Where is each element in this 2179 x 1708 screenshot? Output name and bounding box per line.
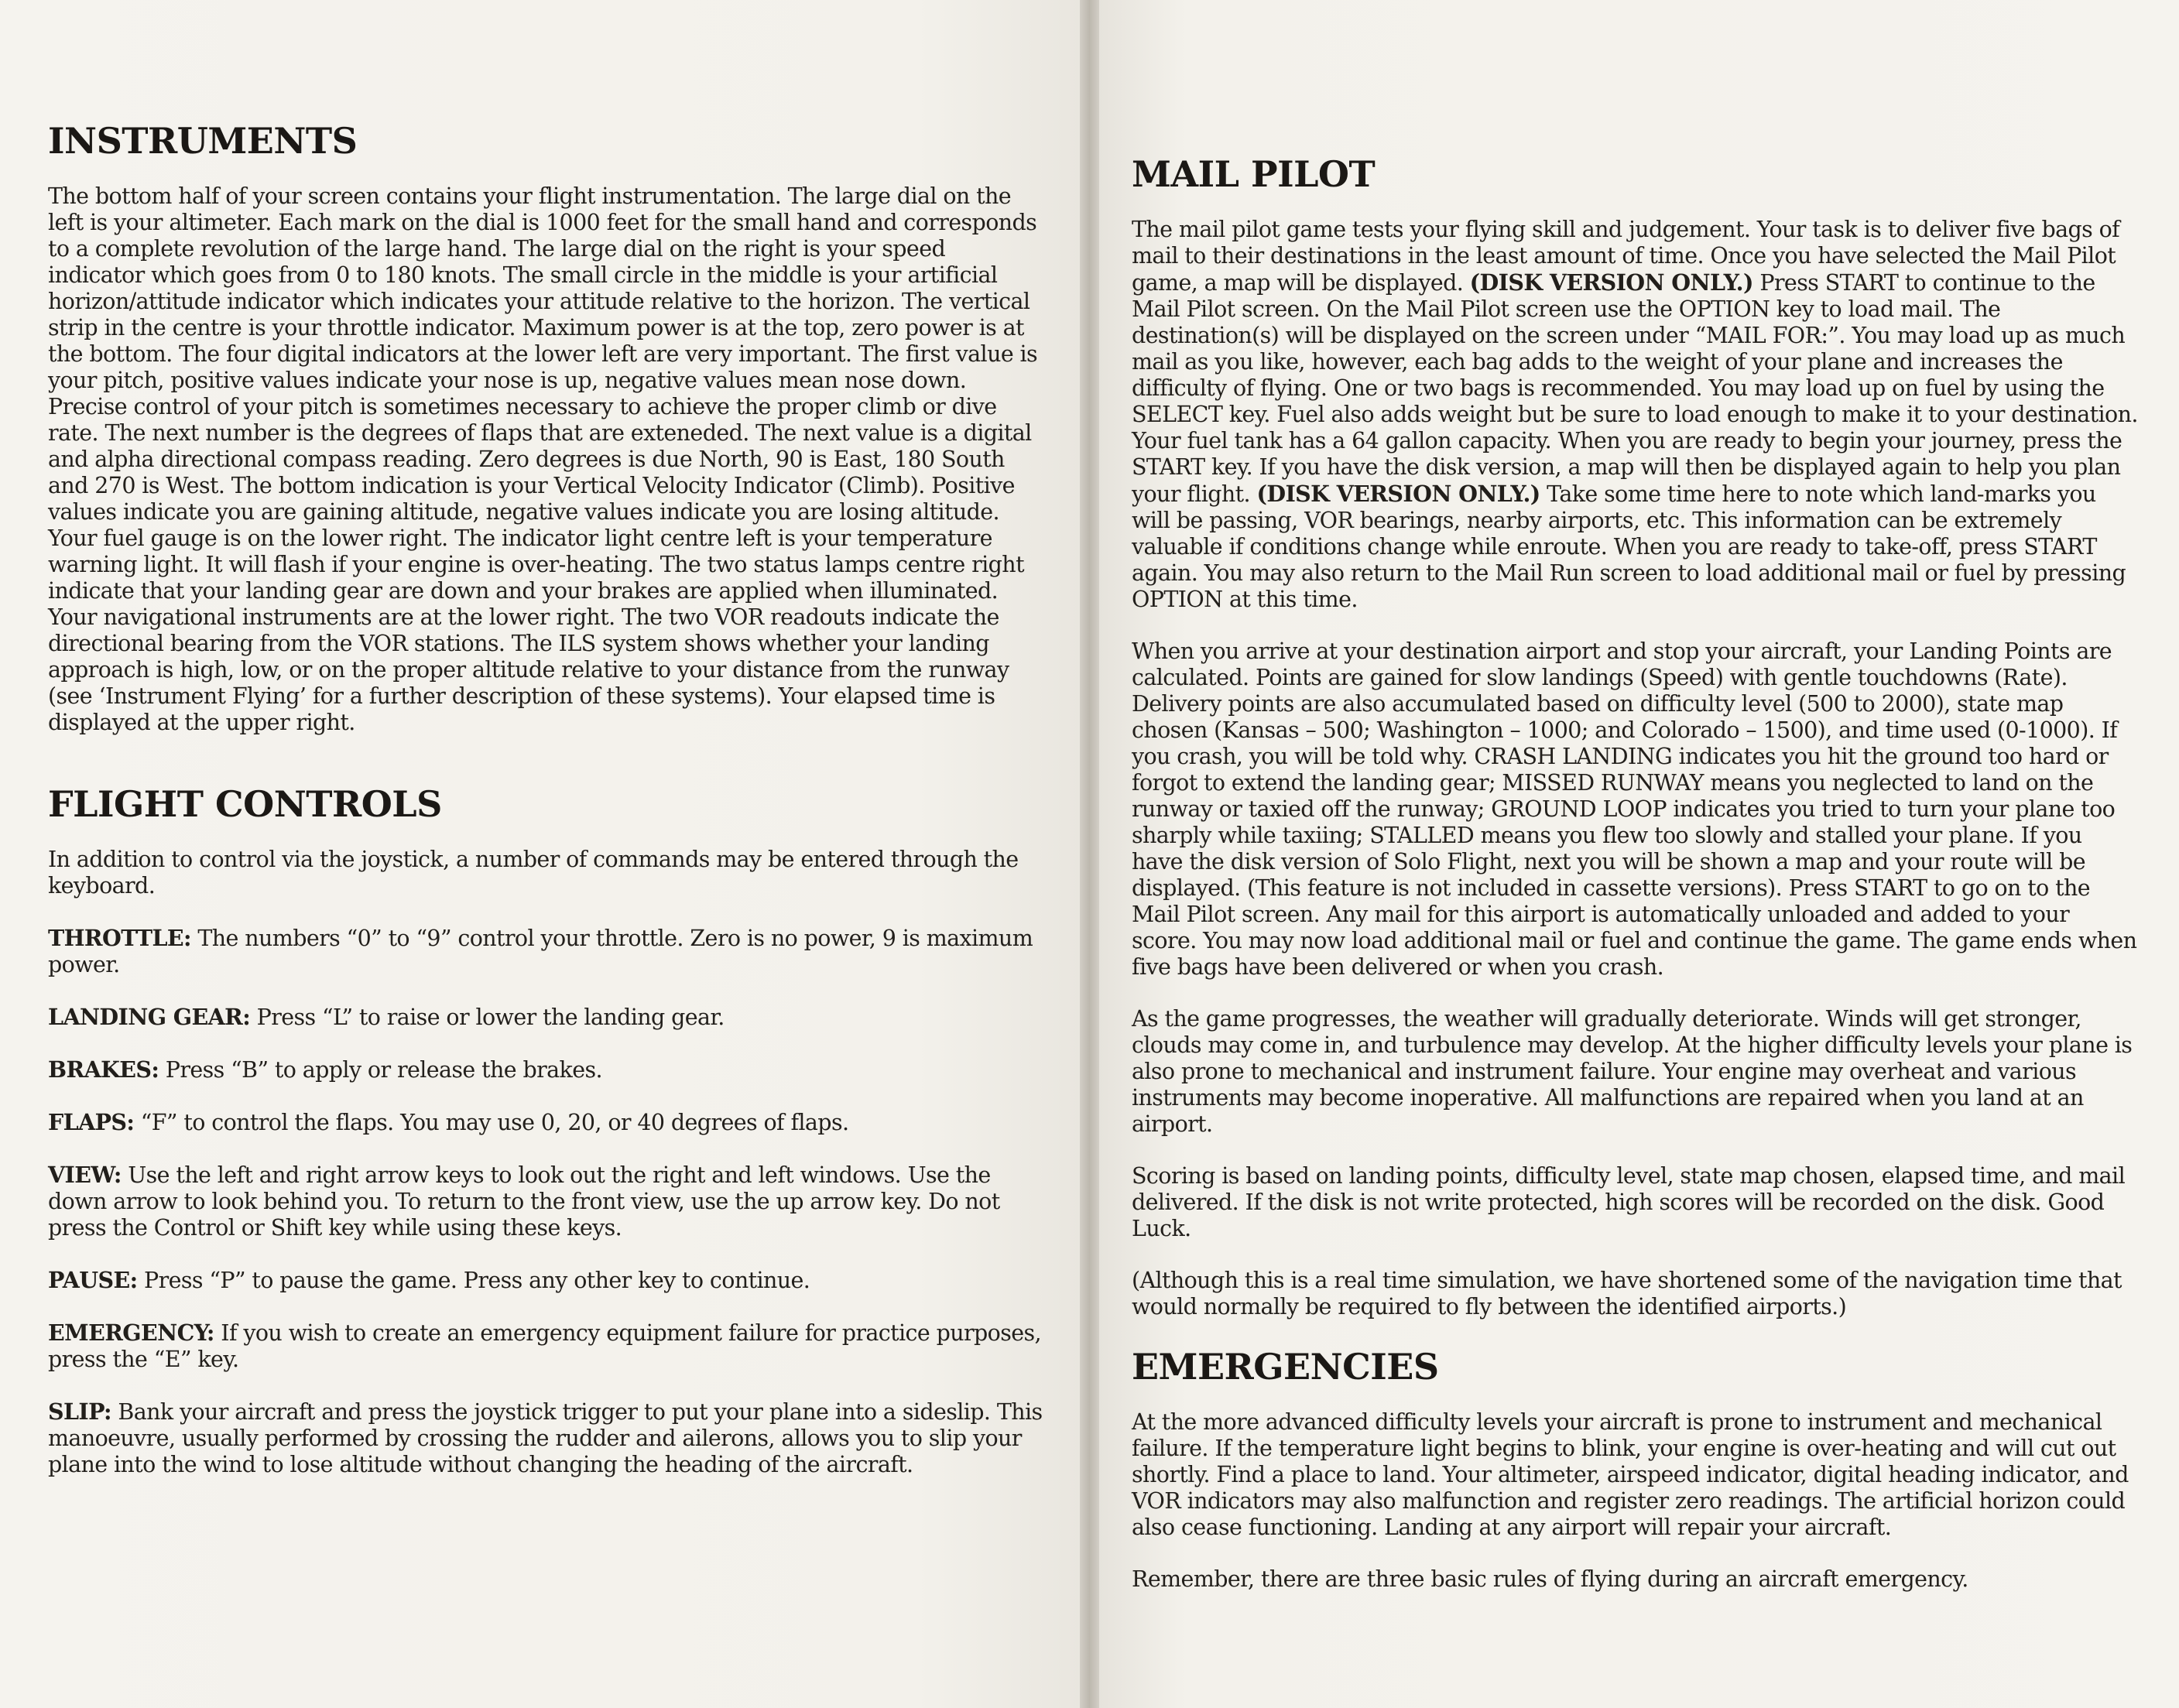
emergencies-paragraph-2: Remember, there are three basic rules of flying during an aircraft emergency. <box>1132 1566 1968 1592</box>
left-column <box>48 120 1047 1504</box>
mail-pilot-paragraph-4: Scoring is based on landing points, difficulty level, state map chosen, elapsed time, and mail delivered. If the disk is not write protected, high scores will be recorded on the disk. Good Luck. <box>1132 1163 2126 1241</box>
mail-pilot-paragraph-1 <box>1132 217 2138 613</box>
control-term: FLAPS: <box>48 1109 135 1135</box>
control-text: “F” to control the flaps. You may use 0, 20, or 40 degrees of flaps. <box>134 1110 849 1135</box>
instruments-section <box>48 120 1047 736</box>
text-run: Take some time here to note which land-marks you will be passing, VOR bearings, nearby airports, etc. This information can be extremely valuable if conditions change while enroute. When you are ready to take-off, press START again. You may also return to the Mail Run screen to load additional mail or fuel by pressing OPTION at this time. <box>1132 481 2126 612</box>
emergencies-heading: EMERGENCIES <box>1132 1346 1439 1388</box>
mail-pilot-heading: MAIL PILOT <box>1132 153 1376 195</box>
control-term: EMERGENCY: <box>48 1320 214 1346</box>
mail-pilot-paragraph-5: (Although this is a real time simulation, we have shortened some of the navigation time that would normally be required to fly between the identified airports.) <box>1132 1268 2122 1320</box>
control-flaps <box>48 1109 1047 1136</box>
control-text: If you wish to create an emergency equipment failure for practice purposes, press the “E” key. <box>48 1320 1041 1372</box>
mail-pilot-paragraph-2: When you arrive at your destination airport and stop your aircraft, your Landing Points are calculated. Points are gained for slow landings (Speed) with gentle touchdowns (Rate). Delivery points are also accumulated based on difficulty level (500 to 2000), state map chosen (Kansas – 500; Washington – 1000; and Colorado – 1500), and time used (0-1000). If you crash, you will be told why. CRASH LANDING indicates you hit the ground too hard or forgot to extend the landing gear; MISSED RUNWAY means you neglected to land on the runway or taxied off the runway; GROUND LOOP indicates you tried to turn your plane too sharply while taxiing; STALLED means you flew too slowly and stalled your plane. If you have the disk version of Solo Flight, next you will be shown a map and your route will be displayed. (This feature is not included in cassette versions). Press START to go on to the Mail Pilot screen. Any mail for this airport is automatically unloaded and added to your score. You may now load additional mail or fuel and continue the game. The game ends when five bags have been delivered or when you crash. <box>1132 638 2137 980</box>
control-text: Press “L” to raise or lower the landing gear. <box>250 1005 725 1030</box>
control-emergency <box>48 1320 1047 1373</box>
mail-pilot-paragraph-3: As the game progresses, the weather will gradually deteriorate. Winds will get stronger, clouds may come in, and turbulence may develop. At the higher difficulty levels your plane is also prone to mechanical and instrument failure. Your engine may overheat and various instruments may become inoperative. All malfunctions are repaired when you land at an airport. <box>1132 1006 2133 1137</box>
control-slip <box>48 1398 1047 1478</box>
control-brakes <box>48 1056 1047 1083</box>
text-run: Press START to continue to the Mail Pilot screen. On the Mail Pilot screen use the OPTION key to load mail. The destination(s) will be displayed on the screen under “MAIL FOR:”. You may load up as much mail as you like, however, each bag adds to the weight of your plane and increases the difficulty of flying. One or two bags is recommended. You may load up on fuel by using the SELECT key. Fuel also adds weight but be sure to load enough to make it to your destination. Your fuel tank has a 64 gallon capacity. When you are ready to begin your journey, press the START key. If you have the disk version, a map will then be displayed again to help you plan your flight. <box>1132 270 2138 507</box>
right-column <box>1132 153 2138 1618</box>
control-text: Bank your aircraft and press the joystick trigger to put your plane into a sideslip. This manoeuvre, usually performed by crossing the rudder and ailerons, allows you to slip your plane into the wind to lose altitude without changing the heading of the aircraft. <box>48 1399 1043 1477</box>
flight-controls-section <box>48 783 1047 1478</box>
disk-version-note: (DISK VERSION ONLY.) <box>1469 269 1753 296</box>
control-term: LANDING GEAR: <box>48 1004 251 1030</box>
control-view <box>48 1162 1047 1241</box>
control-text: Press “P” to pause the game. Press any other key to continue. <box>137 1268 810 1293</box>
control-term: THROTTLE: <box>48 925 191 951</box>
instruments-body: The bottom half of your screen contains your flight instrumentation. The large dial on the left is your altimeter. Each mark on the dial is 1000 feet for the small hand and corresponds to a complete revolution of the large hand. The large dial on the right is your speed indicator which goes from 0 to 180 knots. The small circle in the middle is your artificial horizon/attitude indicator which indicates your attitude relative to the horizon. The vertical strip in the centre is your throttle indicator. Maximum power is at the top, zero power is at the bottom. The four digital indicators at the lower left are very important. The first value is your pitch, positive values indicate your nose is up, negative values mean nose down. Precise control of your pitch is sometimes necessary to achieve the proper climb or dive rate. The next number is the degrees of flaps that are exteneded. The next value is a digital and alpha directional compass reading. Zero degrees is due North, 90 is East, 180 South and 270 is West. The bottom indication is your Vertical Velocity Indicator (Climb). Positive values indicate you are gaining altitude, negative values indicate you are losing altitude. Your fuel gauge is on the lower right. The indicator light centre left is your temperature warning light. It will flash if your engine is over-heating. The two status lamps centre right indicate that your landing gear are down and your brakes are applied when illuminated. Your navigational instruments are at the lower right. The two VOR readouts indicate the directional bearing from the VOR stations. The ILS system shows whether your landing approach is high, low, or on the proper altitude relative to your distance from the runway (see ‘Instrument Flying’ for a further description of these systems). Your elapsed time is displayed at the upper right. <box>48 183 1038 735</box>
emergencies-section <box>1132 1346 2138 1593</box>
control-term: BRAKES: <box>48 1056 159 1083</box>
text-run: The mail pilot game tests your flying skill and judgement. Your task is to deliver five bags of mail to their destinations in the least amount of time. Once you have selected the Mail Pilot game, a map will be displayed. <box>1132 217 2120 296</box>
disk-version-note: (DISK VERSION ONLY.) <box>1256 481 1540 507</box>
control-pause <box>48 1267 1047 1294</box>
control-text: The numbers “0” to “9” control your throttle. Zero is no power, 9 is maximum power. <box>48 926 1033 977</box>
control-text: Press “B” to apply or release the brakes. <box>159 1057 602 1083</box>
control-term: PAUSE: <box>48 1267 138 1293</box>
instruments-heading: INSTRUMENTS <box>48 120 358 162</box>
control-landing-gear <box>48 1004 1047 1031</box>
control-throttle <box>48 925 1047 978</box>
control-term: VIEW: <box>48 1162 122 1188</box>
mail-pilot-section <box>1132 153 2138 1320</box>
flight-controls-heading: FLIGHT CONTROLS <box>48 783 442 825</box>
booklet-spine <box>1080 0 1099 1708</box>
control-text: Use the left and right arrow keys to look out the right and left windows. Use the down arrow to look behind you. To return to the front view, use the up arrow key. Do not press the Control or Shift key while using these keys. <box>48 1162 1000 1241</box>
flight-controls-intro: In addition to control via the joystick, a number of commands may be entered through the keyboard. <box>48 847 1019 898</box>
emergencies-paragraph-1: At the more advanced difficulty levels your aircraft is prone to instrument and mechanical failure. If the temperature light begins to blink, your engine is over-heating and will cut out shortly. Find a place to land. Your altimeter, airspeed indicator, digital heading indicator, and VOR indicators may also malfunction and register zero readings. The artificial horizon could also cease functioning. Landing at any airport will repair your aircraft. <box>1132 1409 2129 1540</box>
control-term: SLIP: <box>48 1398 111 1425</box>
